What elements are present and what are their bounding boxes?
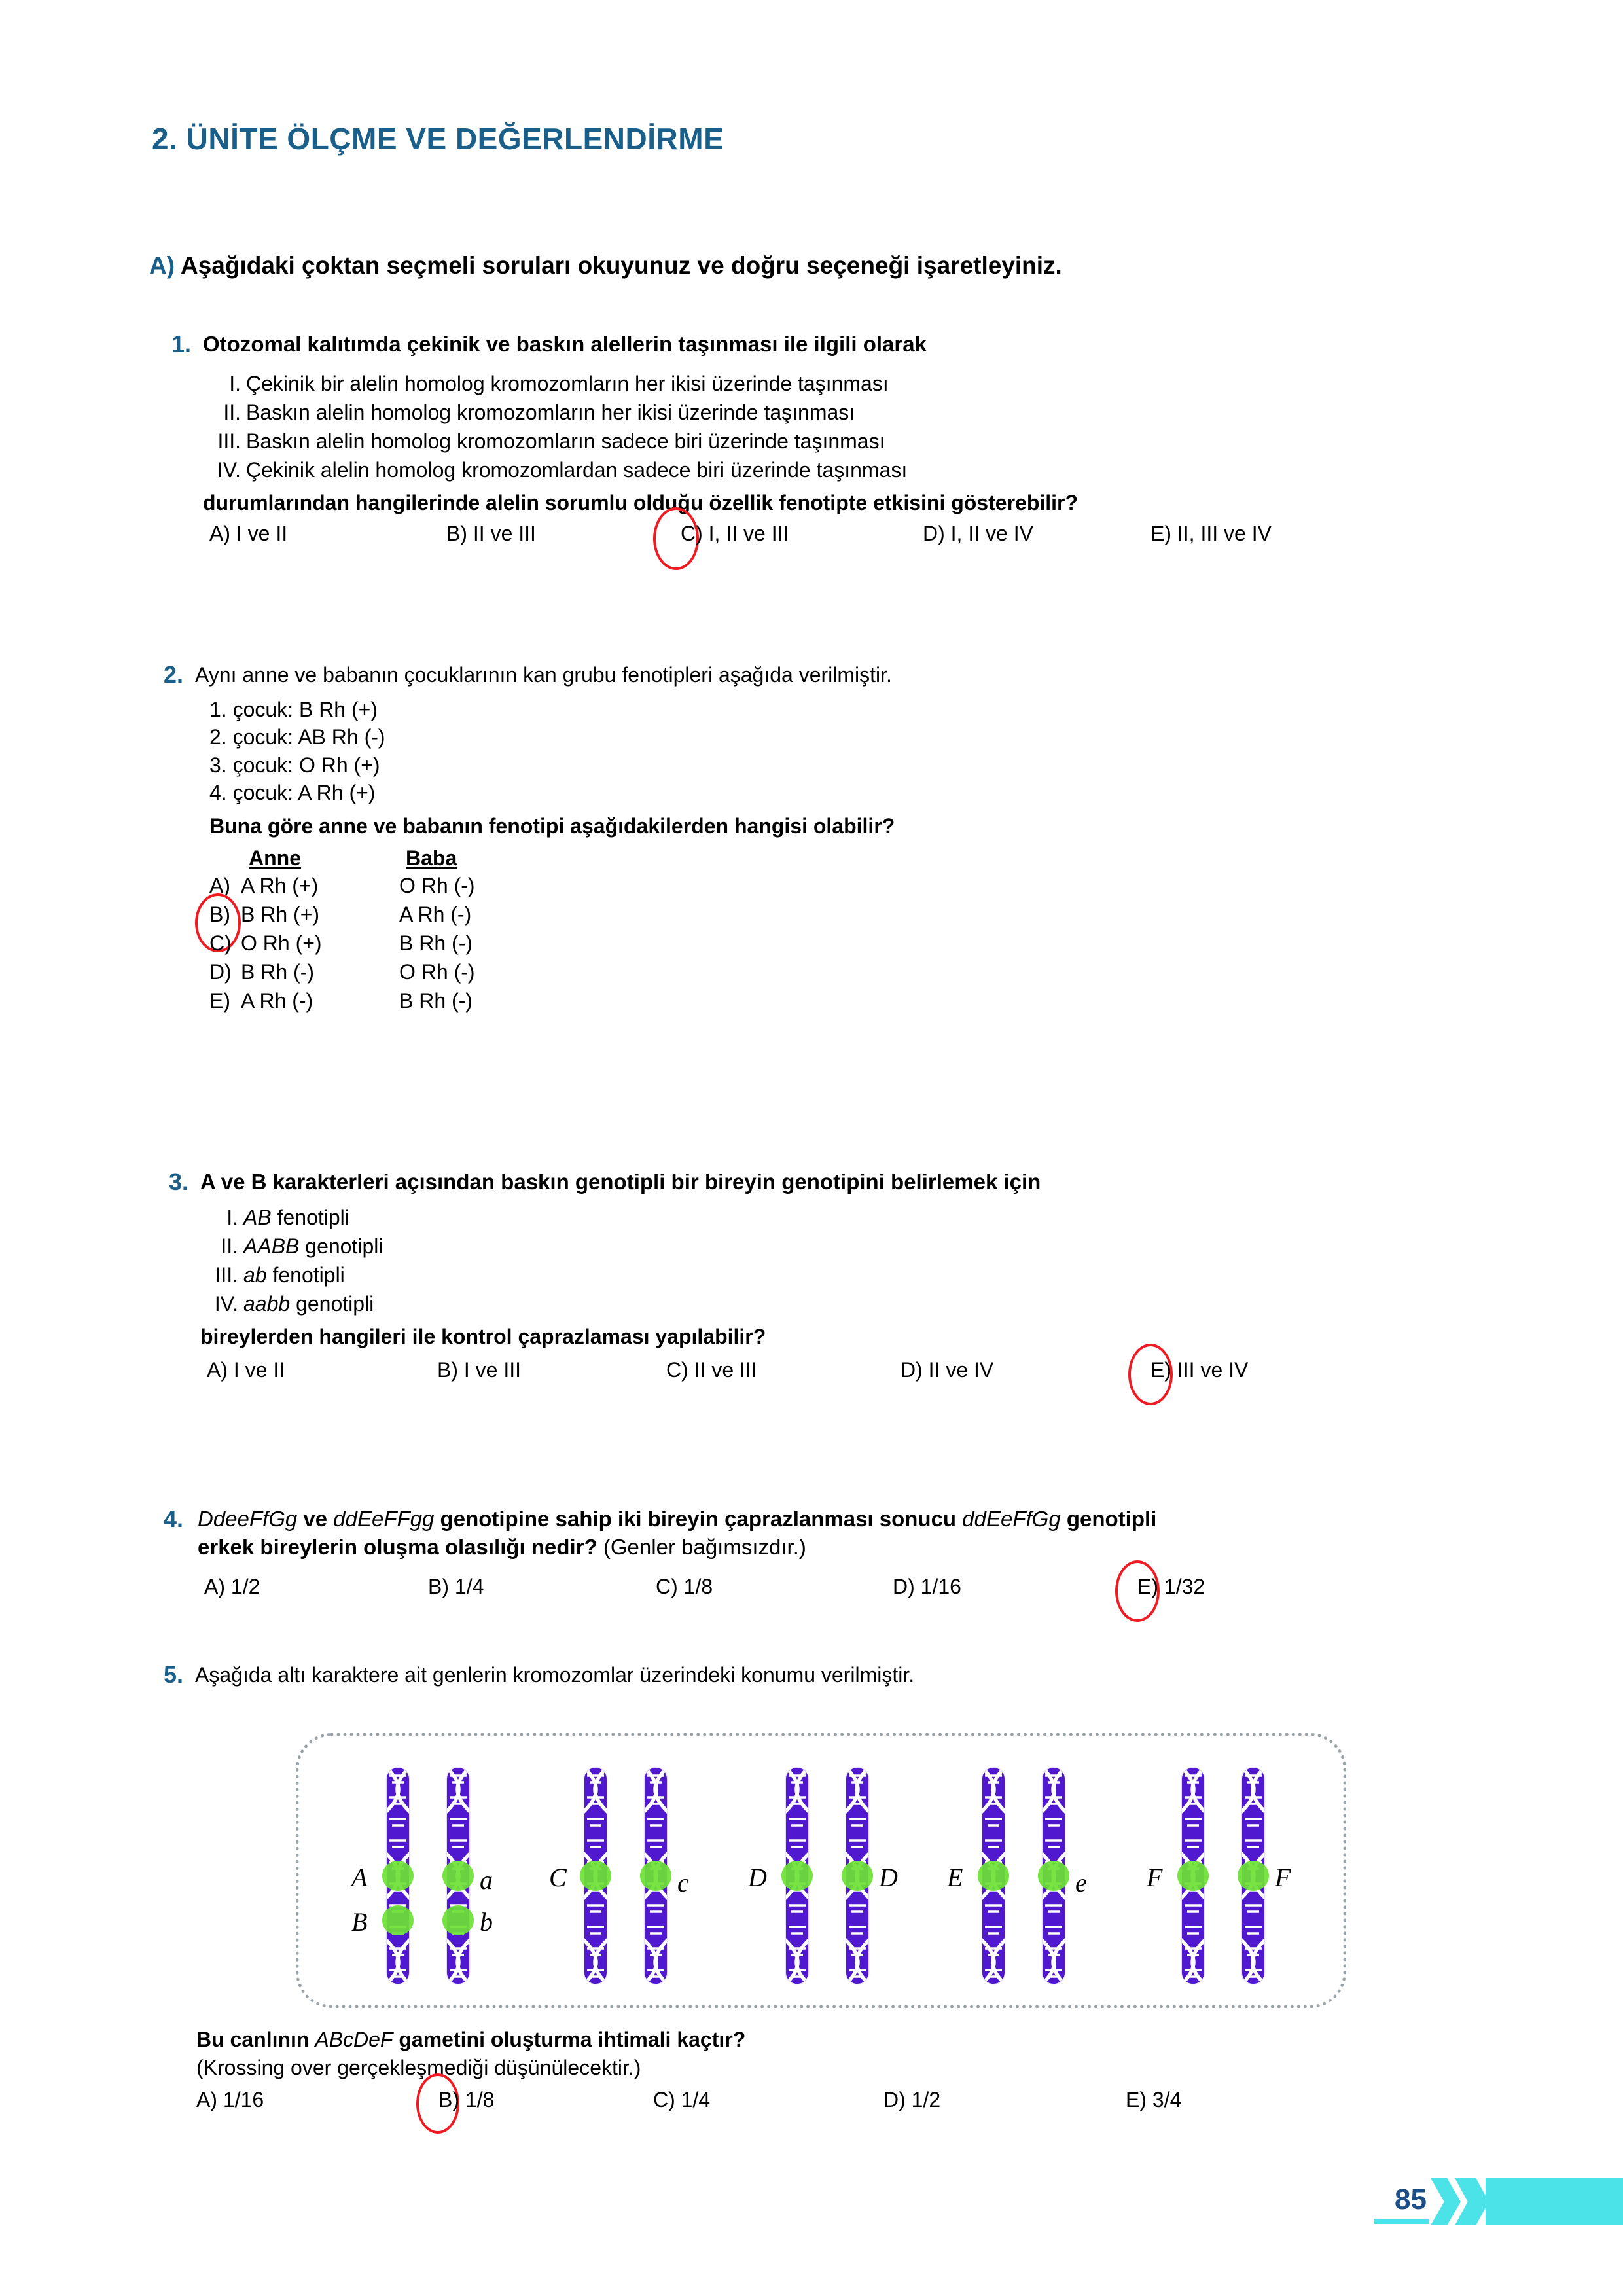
table-row[interactable]: A) A Rh (+) O Rh (-) <box>209 874 475 898</box>
footer-bar <box>1486 2178 1623 2225</box>
question-2-stem: Aynı anne ve babanın çocuklarının kan grubu fenotipleri aşağıda verilmiştir. <box>195 663 892 687</box>
chromosome-pair-dd <box>748 1736 914 2005</box>
question-4-stem-line1: DdeeFfGg ve ddEeFFgg genotipine sahip iki bireyin çaprazlanması sonucu ddEeFfGg genotipli <box>198 1507 1157 1531</box>
option-c[interactable]: C) II ve III <box>666 1358 757 1382</box>
question-3-items <box>200 1203 1478 1319</box>
list-item: II. AABB genotipli <box>221 1234 383 1259</box>
table-row[interactable]: C) O Rh (+) B Rh (-) <box>209 931 473 956</box>
option-e[interactable]: E) 3/4 <box>1126 2088 1182 2112</box>
question-1-options <box>203 522 1480 558</box>
gene-band-E <box>978 1861 1009 1891</box>
column-header-anne: Anne <box>249 846 301 870</box>
allele-label-B: B <box>351 1907 368 1937</box>
question-5-number: 5. <box>164 1661 184 1688</box>
question-1-tail: durumlarından hangilerinde alelin sorumlu olduğu özellik fenotipte etkisini gösterebilir? <box>203 490 1079 514</box>
list-item: II. Baskın alelin homolog kromozomların her ikisi üzerinde taşınması <box>223 401 855 425</box>
allele-label-e: e <box>1075 1868 1087 1897</box>
question-4-options <box>198 1575 1505 1611</box>
list-item: 1. çocuk: B Rh (+) <box>209 697 378 721</box>
table-row[interactable]: D) B Rh (-) O Rh (-) <box>209 960 475 984</box>
option-e[interactable]: E) II, III ve IV <box>1150 522 1272 546</box>
list-item: III. Baskın alelin homolog kromozomların sadece biri üzerinde taşınması <box>217 429 885 454</box>
question-5-tail-block <box>196 2026 1505 2125</box>
option-a[interactable]: A) 1/2 <box>204 1574 260 1598</box>
question-3-tail: bireylerden hangileri ile kontrol çaprazlaması yapılabilir? <box>200 1324 766 1348</box>
question-4-number: 4. <box>164 1505 184 1532</box>
question-5 <box>164 1661 1505 1689</box>
question-2-answer-table <box>209 846 1472 1018</box>
chromosome-pair-ff <box>1147 1736 1310 2005</box>
column-header-baba: Baba <box>406 846 457 870</box>
question-3-options <box>200 1358 1478 1395</box>
allele-label-C: C <box>549 1863 567 1892</box>
gene-band-D-left <box>781 1861 813 1891</box>
question-1-number: 1. <box>171 331 192 357</box>
list-item: 4. çocuk: A Rh (+) <box>209 781 376 805</box>
section-letter: A) <box>149 252 175 279</box>
question-4 <box>164 1505 1505 1611</box>
option-c[interactable]: C) 1/4 <box>653 2088 711 2112</box>
list-item: I. Çekinik bir alelin homolog kromozomların her ikisi üzerinde taşınması <box>229 371 889 395</box>
chromosome-pair-ee <box>947 1736 1111 2005</box>
question-3-number: 3. <box>169 1168 189 1195</box>
table-header-row <box>209 846 1472 874</box>
question-5-note: (Krossing over gerçekleşmediği düşünülecektir.) <box>196 2055 641 2079</box>
question-2-number: 2. <box>164 661 184 688</box>
gene-band-C <box>580 1861 611 1891</box>
section-a-instruction <box>149 252 1062 279</box>
page-number: 85 <box>1395 2183 1427 2215</box>
list-item: IV. Çekinik alelin homolog kromozomlardan sadece biri üzerinde taşınması <box>217 458 908 482</box>
question-1-stem: Otozomal kalıtımda çekinik ve baskın alellerin taşınması ile ilgili olarak <box>203 332 927 356</box>
option-b[interactable]: B) I ve III <box>437 1358 522 1382</box>
option-e[interactable]: E) III ve IV <box>1150 1358 1248 1382</box>
option-a[interactable]: A) I ve II <box>209 522 288 546</box>
option-b[interactable]: B) 1/8 <box>438 2088 494 2112</box>
allele-label-F-left: F <box>1147 1863 1163 1892</box>
allele-label-c: c <box>677 1868 689 1897</box>
list-item: III. ab fenotipli <box>215 1263 345 1287</box>
page-title: 2. ÜNİTE ÖLÇME VE DEĞERLENDİRME <box>152 122 724 156</box>
question-3 <box>169 1168 1478 1395</box>
table-row[interactable]: B) B Rh (+) A Rh (-) <box>209 903 1472 931</box>
gene-band-B <box>382 1905 414 1935</box>
gene-band-b <box>442 1905 474 1935</box>
allele-label-E: E <box>947 1863 963 1892</box>
list-item: 3. çocuk: O Rh (+) <box>209 753 380 777</box>
option-d[interactable]: D) 1/16 <box>893 1574 961 1598</box>
allele-label-a: a <box>480 1865 493 1895</box>
question-5-stem: Aşağıda altı karaktere ait genlerin kromozomlar üzerindeki konumu verilmiştir. <box>195 1663 915 1687</box>
allele-label-D-right: D <box>879 1863 898 1892</box>
question-2-tail: Buna göre anne ve babanın fenotipi aşağıdakilerden hangisi olabilir? <box>209 814 895 838</box>
question-2-children <box>209 696 1472 807</box>
allele-label-D-left: D <box>748 1863 767 1892</box>
gene-band-c <box>640 1861 671 1891</box>
footer-underline <box>1374 2219 1429 2224</box>
option-e[interactable]: E) 1/32 <box>1137 1575 1205 1599</box>
option-c[interactable]: C) 1/8 <box>656 1574 713 1598</box>
allele-label-A: A <box>351 1863 368 1892</box>
chevron-right-icon-2 <box>1431 2178 1461 2225</box>
question-1 <box>171 331 1480 558</box>
option-d[interactable]: D) I, II ve IV <box>923 522 1033 546</box>
gene-band-F-right <box>1238 1861 1269 1891</box>
question-1-items <box>203 369 1480 485</box>
option-a[interactable]: A) I ve II <box>207 1358 285 1382</box>
gene-band-A <box>382 1861 414 1891</box>
question-5-tail: Bu canlının ABcDeF gametini oluşturma ihtimali kaçtır? <box>196 2028 746 2051</box>
list-item: IV. aabb genotipli <box>214 1292 374 1316</box>
option-b[interactable]: B) 1/4 <box>428 1574 484 1598</box>
question-5-options <box>190 2088 1505 2125</box>
table-row[interactable]: E) A Rh (-) B Rh (-) <box>209 989 473 1013</box>
gene-band-a <box>442 1861 474 1891</box>
gene-band-e <box>1038 1861 1069 1891</box>
question-3-stem: A ve B karakterleri açısından baskın genotipli bir bireyin genotipini belirlemek için <box>200 1170 1041 1194</box>
question-2 <box>164 661 1472 1018</box>
option-c[interactable]: C) I, II ve III <box>681 522 789 546</box>
allele-label-b: b <box>480 1907 493 1937</box>
gene-band-F-left <box>1177 1861 1209 1891</box>
option-a[interactable]: A) 1/16 <box>196 2088 264 2112</box>
option-d[interactable]: D) II ve IV <box>901 1358 994 1382</box>
section-instruction-text: Aşağıdaki çoktan seçmeli soruları okuyunuz ve doğru seçeneği işaretleyiniz. <box>180 252 1062 279</box>
chromosome-diagram <box>296 1733 1346 2008</box>
option-d[interactable]: D) 1/2 <box>883 2088 941 2112</box>
chromosome-pair-ab <box>351 1736 515 2005</box>
list-item: 2. çocuk: AB Rh (-) <box>209 725 385 749</box>
question-4-stem-line2: erkek bireylerin oluşma olasılığı nedir? (Genler bağımsızdır.) <box>198 1534 806 1559</box>
list-item: I. AB fenotipli <box>226 1205 349 1229</box>
allele-label-F-right: F <box>1275 1863 1291 1892</box>
chromosome-pair-cc <box>549 1736 713 2005</box>
gene-band-D-right <box>842 1861 873 1891</box>
option-b[interactable]: B) II ve III <box>446 522 536 546</box>
